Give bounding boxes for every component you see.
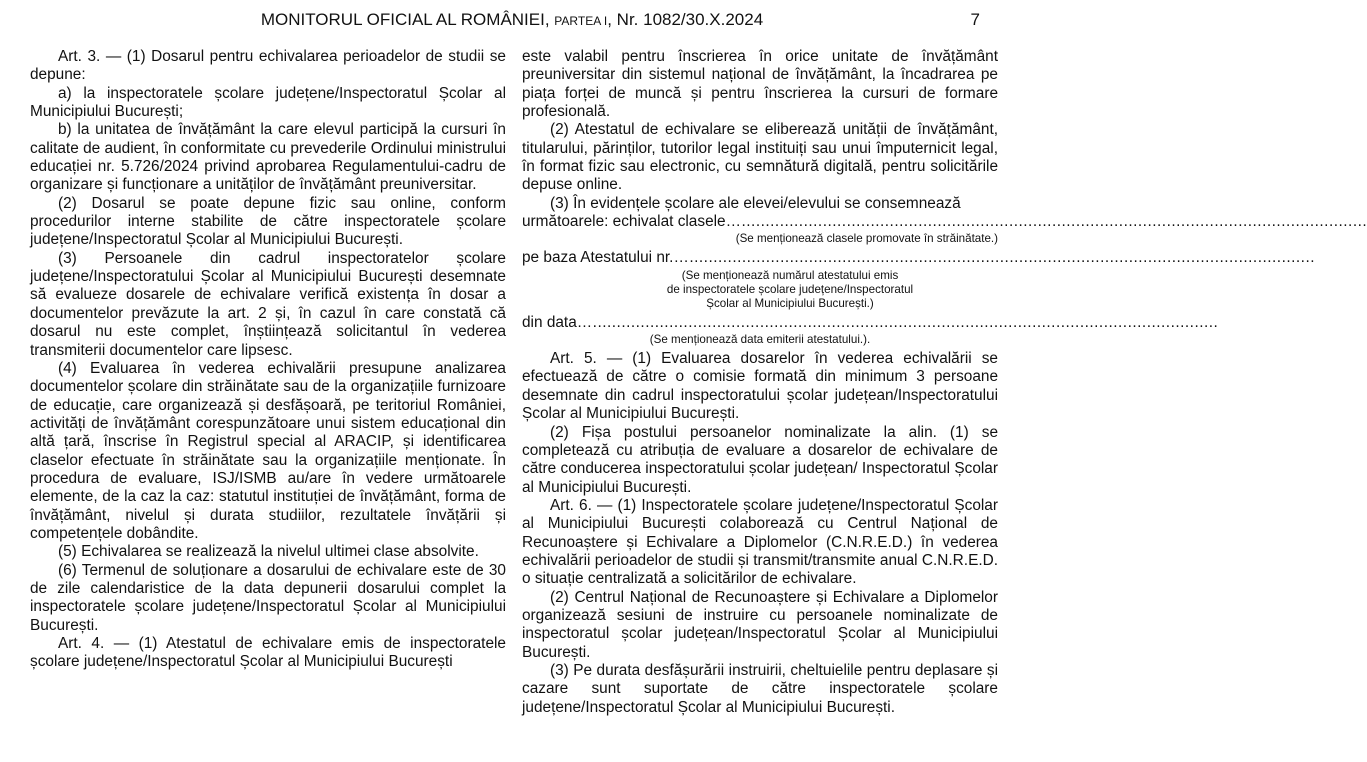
paragraph: Art. 3. — (1) Dosarul pentru echivalarea perioadelor de studii se depune: (30, 48, 506, 84)
form-line-date (522, 313, 1219, 332)
title-part: PARTEA I (554, 14, 608, 28)
paragraph: (5) Echivalarea se realizează la nivelul ultimei clase absolvite. (58, 543, 479, 561)
journal-title (0, 10, 1024, 30)
form-note: (Se menționează clasele promovate în străinătate.) (735, 232, 998, 246)
dotted-fill: …................................................................................................................................... (725, 213, 1367, 231)
form-line-classes (522, 213, 1367, 231)
paragraph: (2) Fișa postului persoanelor nominalizate la alin. (1) se completează cu atribuția de evaluare a dosarelor de echivalare de către conducerea inspectoratului școlar județean/ Inspectoratul Școlar al Municipiului București. (522, 423, 998, 496)
form-note (522, 269, 998, 311)
paragraph: Art. 5. — (1) Evaluarea dosarelor în vederea echivalării se efectuează de către o comisie formată din minimum 3 persoane desemnate din cadrul inspectoratului școlar județean/Inspectoratului Școlar al Municipiului București. (522, 350, 998, 423)
paragraph: Art. 4. — (1) Atestatul de echivalare emis de inspectoratele școlare județene/Inspectoratul Școlar al Municipiului București (30, 635, 506, 671)
paragraph: (6) Termenul de soluționare a dosarului de echivalare este de 30 de zile calendaristice de la data depunerii dosarului complet la inspectoratele școlare județene/Inspectoratul Școlar al Municipiului București. (30, 561, 506, 634)
page-header (0, 8, 1024, 32)
paragraph: (2) Dosarul se poate depune fizic sau online, conform procedurilor interne stabilite de către inspectoratele școlare județene/Inspectoratul Școlar al Municipiului București. (30, 194, 506, 249)
page-number: 7 (970, 10, 980, 29)
form-label: pe baza Atestatului nr. (522, 249, 674, 267)
paragraph: este valabil pentru înscrierea în orice unitate de învățământ preuniversitar din sistemul național de învățământ, la încadrarea pe piața forței de muncă și pentru înscrierea la cursuri de formare profesională. (522, 48, 998, 121)
paragraph: (3) Pe durata desfășurării instruirii, cheltuielile pentru deplasare și cazare sunt suportate de către inspectoratele școlare județene/Inspectoratul Școlar al Municipiului București. (522, 661, 998, 716)
paragraph: (3) Persoanele din cadrul inspectoratelor școlare județene/Inspectoratului Școlar al Municipiului București desemnate să evalueze dosarele de echivalare verifică existența în dosar a documentelor prevăzute la art. 2 și, în cazul în care constată că dosarul nu este complet, înștiințează solicitantul în vederea transmiterii documentelor care lipsesc. (30, 249, 506, 359)
paragraph: (4) Evaluarea în vederea echivalării presupune analizarea documentelor școlare din străinătate sau de la organizațiile furnizoare de educație, care organizează și desfășoară, pe teritoriul României, activități de învățământ corespunzătoare unui sistem educațional din altă țară, înscrise în Registrul special al ARACIP, și identificarea claselor efectuate în străinătate sau la organizațiile menționate. În procedura de evaluare, ISJ/ISMB au/are în vedere următoarele elemente, de la caz la caz: statutul instituției de învățământ, forma de învățământ, nivelul și durata studiilor, rezultatele învățării și competențele dobândite. (30, 359, 506, 542)
paragraph: (2) Atestatul de echivalare se eliberează unității de învățământ, titularului, părinților, tutorilor legal instituiți sau unui împuternicit legal, în format fizic sau electronic, cu semnătură digitală, pentru solicitările depuse online. (522, 121, 998, 194)
paragraph: b) la unitatea de învățământ la care elevul participă la cursuri în calitate de audient, în conformitate cu prevederile Ordinului ministrului educației nr. 5.726/2024 privind aprobarea Regulamentului-cadru de organizare și funcționare a unităților de învățământ preuniversitar. (30, 121, 506, 194)
form-note: (Se menționează data emiterii atestatului.). (649, 333, 871, 347)
form-label: din data (522, 313, 577, 331)
title-text: MONITORUL OFICIAL AL ROMÂNIEI, (260, 10, 555, 29)
note-line: Școlar al Municipiului București.) (706, 296, 874, 310)
title-issue: , Nr. 1082/30.X.2024 (607, 10, 764, 29)
note-line: (Se menționează numărul atestatului emis (681, 268, 899, 282)
paragraph: Art. 6. — (1) Inspectoratele școlare județene/Inspectoratul Școlar al Municipiului București colaborează cu Centrul Național de Recunoaștere și Echivalare a Diplomelor (C.N.R.E.D.) în vederea echivalării perioadelor de studii și transmit/transmite anual C.N.R.E.D. o situație centralizată a solicitărilor de echivalare. (522, 496, 998, 588)
dotted-fill: …................................................................................................................................... (576, 313, 1219, 331)
paragraph: (2) Centrul Național de Recunoaștere și Echivalare a Diplomelor organizează sesiuni de instruire cu persoanele nominalizate de inspectoratul școlar județean/Inspectoratul Școlar al Municipiului București. (522, 588, 998, 661)
paragraph: (3) În evidențele școlare ale elevei/elevului se consemnează (550, 194, 961, 212)
dotted-fill: …................................................................................................................................... (673, 249, 1316, 267)
form-label: următoarele: echivalat clasele (522, 213, 726, 231)
paragraph: a) la inspectoratele școlare județene/Inspectoratul Școlar al Municipiului București; (30, 84, 506, 121)
left-column (30, 48, 506, 672)
form-line-attestation (522, 249, 1316, 267)
note-line: de inspectoratele școlare județene/Inspectoratul (666, 282, 914, 296)
right-column (522, 48, 1367, 717)
